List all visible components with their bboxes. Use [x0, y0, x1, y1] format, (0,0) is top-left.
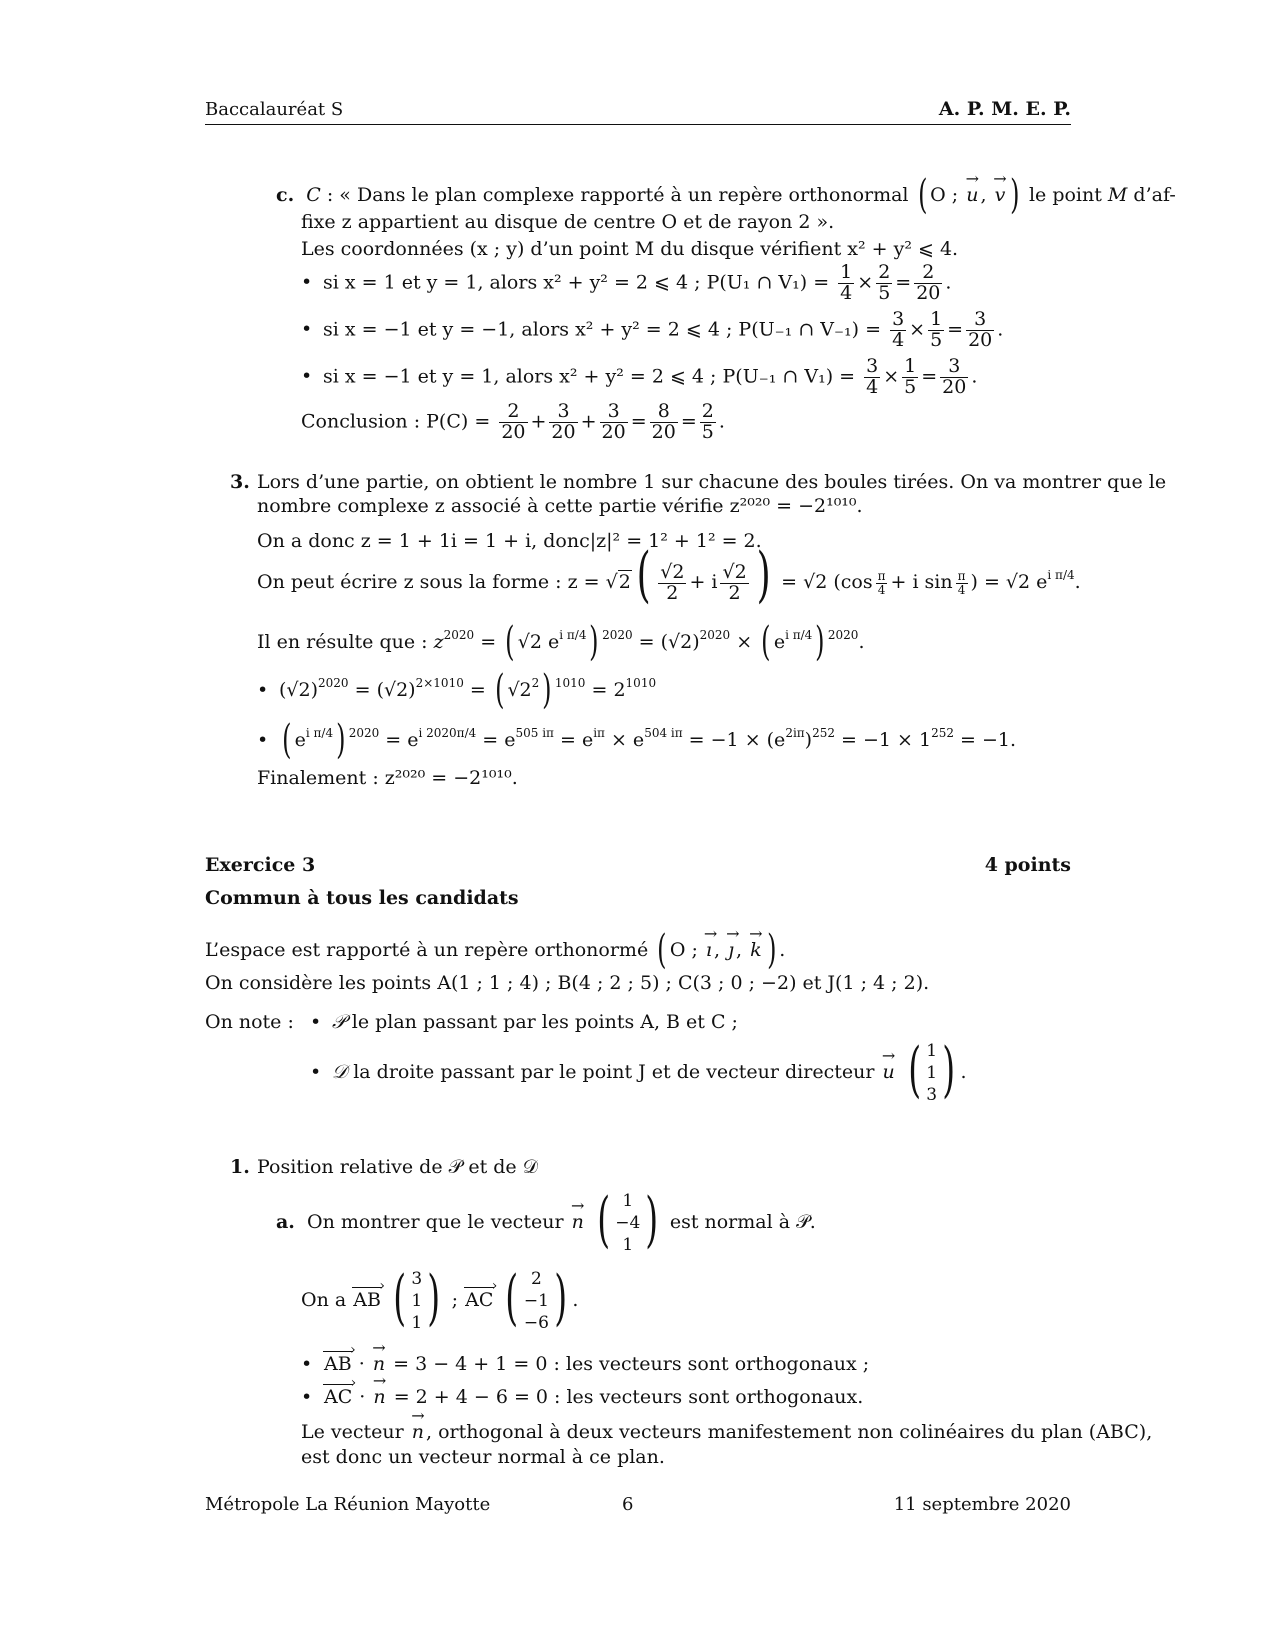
ona-line: On a AB › ( 3 1 1 ) ; AC › ( 2 −1 −6 ) .: [301, 1268, 578, 1334]
c-bullet1: • si x = 1 et y = 1, alors x² + y² = 2 ⩽ 4 ; P(U₁ ∩ V₁) = $\frac{1}{4}$ × $\frac{2}{5}$ = $\frac{2}{20}$ .: [301, 261, 952, 304]
qa-text1: On montrer que le vecteur: [307, 1211, 564, 1233]
c-bullet3-text: si x = −1 et y = 1, alors x² + y² = 2 ⩽ 4 ; P(U₋₁ ∩ V₁) =: [323, 365, 856, 388]
ex3-points: 4 points: [984, 854, 1071, 876]
c-line2: fixe z appartient au disque de centre O et de rayon 2 ».: [301, 211, 835, 233]
q3-bullet2: • ( $e^{i \pi/4}$) $^{2020} = e^{i 2020\pi/4} = e^{505 i\pi} = e^{i\pi} \times e^{504 i\pi} = -1 \times (e^{2i\pi})^{252} = -1 \times 1^{252} = -1$.: [257, 717, 1017, 763]
ona-text: On a: [301, 1289, 347, 1311]
q3-line2: nombre complexe z associé à cette partie vérifie z²⁰²⁰ = −2¹⁰¹⁰.: [257, 495, 863, 517]
q3-line3: On a donc z = 1 + 1i = 1 + i, donc|z|² = 1² + 1² = 2.: [257, 530, 762, 552]
ex3-note2: • 𝒟 la droite passant par le point J et de vecteur directeur → u ( 1 1 3 ) .: [310, 1040, 966, 1106]
q3-line1: Lors d’une partie, on obtient le nombre 1 sur chacune des boules tirées. On va montrer que le: [257, 471, 1167, 493]
c-intro-b: le point: [1022, 184, 1108, 206]
q3-line5-text: Il en résulte que :: [257, 631, 428, 653]
q3-label: 3.: [230, 471, 250, 493]
ex3-note1-text: le plan passant par les points A, B et C ;: [351, 1011, 738, 1033]
n-vector: ( 1 −4 1 ): [597, 1185, 659, 1255]
q1-text: Position relative de 𝒫 et de 𝒟: [257, 1156, 538, 1178]
footer-right: 11 septembre 2020: [893, 1494, 1071, 1515]
ex3-subtitle: Commun à tous les candidats: [205, 887, 519, 909]
ex3-on-note: On note :: [205, 1011, 294, 1033]
header-right: A. P. M. E. P.: [938, 98, 1071, 120]
dot1-text: = 3 − 4 + 1 = 0 : les vecteurs sont orthogonaux ;: [393, 1353, 870, 1375]
ex3-points-def: On considère les points A(1 ; 1 ; 4) ; B(4 ; 2 ; 5) ; C(3 ; 0 ; −2) et J(1 ; 4 ; 2).: [205, 972, 930, 994]
c-bullet2: • si x = −1 et y = −1, alors x² + y² = 2 ⩽ 4 ; P(U₋₁ ∩ V₋₁) = $\frac{3}{4}$ × $\frac{1}{5}$ = $\frac{3}{20}$ .: [301, 308, 1004, 351]
dot2-text: = 2 + 4 − 6 = 0 : les vecteurs sont orthogonaux.: [393, 1386, 864, 1408]
footer-center: 6: [622, 1494, 634, 1515]
c-intro-c: d’af-: [1127, 184, 1176, 206]
c-bullet1-text: si x = 1 et y = 1, alors x² + y² = 2 ⩽ 4 ; P(U₁ ∩ V₁) =: [323, 271, 830, 294]
footer-left: Métropole La Réunion Mayotte: [205, 1494, 491, 1515]
conc2-line: est donc un vecteur normal à ce plan.: [301, 1446, 665, 1468]
header-left: Baccalauréat S: [205, 99, 344, 120]
header-rule: [205, 124, 1071, 125]
c-coords: Les coordonnées (x ; y) d’un point M du disque vérifient x² + y² ⩽ 4.: [301, 238, 959, 260]
q3-line4: On peut écrire z sous la forme : z = √2( $\frac{√2}{2}$ + i $\frac{√2}{2}$ ) = √2 (cos $\frac{\pi}{4}$ + i sin $\frac{\pi}{4}$ ) = √2 $e^{i \pi/4}$.: [257, 540, 1081, 610]
q1-label: 1.: [230, 1156, 250, 1178]
ac-vector: ( 2 −1 −6 ): [505, 1263, 568, 1333]
q3-final: Finalement : z²⁰²⁰ = −2¹⁰¹⁰.: [257, 767, 518, 789]
c-intro-a: : « Dans le plan complexe rapporté à un repère orthonormal: [320, 184, 915, 206]
ex3-space-text: L’espace est rapporté à un repère orthonormé: [205, 939, 649, 961]
qa-label: a.: [276, 1211, 295, 1233]
c-bullet3: • si x = −1 et y = 1, alors x² + y² = 2 ⩽ 4 ; P(U₋₁ ∩ V₁) = $\frac{3}{4}$ × $\frac{1}{5}$ = $\frac{3}{20}$ .: [301, 355, 978, 398]
ex3-note2-text: la droite passant par le point J et de vecteur directeur: [353, 1061, 875, 1083]
conc1-text: Le vecteur: [301, 1421, 404, 1443]
c-conclusion: Conclusion : P(C) = $\frac{2}{20}$ + $\frac{3}{20}$ + $\frac{3}{20}$ = $\frac{8}{20}$ = $\frac{2}{5}$ .: [301, 400, 725, 443]
dot2-line: • AC › · → n = 2 + 4 − 6 = 0 : les vecteurs sont orthogonaux.: [301, 1387, 863, 1409]
qa-line: a. On montrer que le vecteur → n ( 1 −4 1 ) est normal à 𝒫.: [276, 1190, 816, 1256]
u-vector: ( 1 1 3 ): [908, 1035, 956, 1105]
c-conclusion-text: Conclusion : P(C) =: [301, 410, 491, 433]
q3-line5: Il en résulte que : $z^{2020}$ = ( √2 $e^{i \pi/4}$) $^{2020} = (√2)^{2020}$ × ( $e^{i \pi/4}$) $^{2020}$.: [257, 619, 865, 665]
conc1-line: Le vecteur → n , orthogonal à deux vecteurs manifestement non colinéaires du plan (ABC),: [301, 1422, 1152, 1444]
q3-bullet1: • $(√2)^{2020} = (√2)^{2\times 1010}$ = ( $√2^2$) $^{1010} = 2^{1010}$: [257, 667, 657, 713]
c-label: c.: [276, 184, 295, 206]
ab-vector: ( 3 1 1 ): [393, 1263, 441, 1333]
c-line1: c. C : « Dans le plan complexe rapporté à un repère orthonormal ( O ; → u , → v ) le point M d’af-: [276, 180, 1176, 210]
dot1-line: • AB › · → n = 3 − 4 + 1 = 0 : les vecteurs sont orthogonaux ;: [301, 1354, 869, 1376]
conc1b-text: , orthogonal à deux vecteurs manifestement non colinéaires du plan (ABC),: [426, 1421, 1153, 1443]
ex3-space: L’espace est rapporté à un repère orthonormé ( O ; → ı , → ȷ , → k ) .: [205, 935, 785, 965]
qa-text2: est normal à 𝒫.: [669, 1211, 816, 1233]
ex3-title: Exercice 3: [205, 854, 316, 876]
c-bullet2-text: si x = −1 et y = −1, alors x² + y² = 2 ⩽ 4 ; P(U₋₁ ∩ V₋₁) =: [323, 318, 882, 341]
ex3-note1: • 𝒫 le plan passant par les points A, B et C ;: [310, 1011, 738, 1033]
q3-line4-text: On peut écrire z sous la forme : z =: [257, 571, 600, 593]
